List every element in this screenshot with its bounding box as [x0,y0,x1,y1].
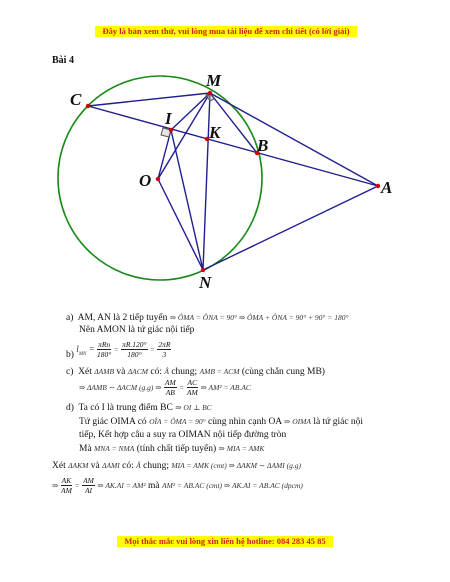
solution-d-line4: Mà MNA = NMA (tính chất tiếp tuyến) ⇒ MIA = AMK [79,444,265,454]
label-n: N [199,273,212,292]
point-o [156,177,160,181]
solution-b: b) $l_{MN}$ = $\frac{\text{πRn}}{180^\circ}$ = $\frac{\pi R.120^\circ}{180^\circ}$ = $\frac{2\pi R}{3}$ [66,340,171,360]
hotline-banner: Mọi thắc mắc vui lòng xin liên hệ hotline: 084 283 45 85 [117,536,333,547]
secant-ca [88,106,378,186]
solution-c-line1: c) Xét ΔAMB và ΔACM có: Â chung; AMB = ACM (cùng chắn cung MB) [66,367,325,377]
problem-title: Bài 4 [52,55,74,66]
tangent-na [203,186,378,270]
solution-e-line2: ⇒ $\frac{AK}{AM}$ = $\frac{AM}{AI}$ ⇒ AK.AI = AM² mà AM² = AB.AC (cmt) ⇒ AK.AI = AB.AC (dpcm) [52,476,303,496]
segment-mn [203,93,210,270]
point-m [208,91,212,95]
point-c [86,104,90,108]
solution-a-line2: Nên AMON là tứ giác nội tiếp [79,325,195,335]
label-k: K [209,123,221,142]
segment-in [171,130,203,270]
figure-lines [88,93,378,270]
label-b: B [257,136,269,155]
solution-d-line3: tiếp, Kết hợp câu a suy ra OIMAN nội tiếp đường tròn [79,430,287,440]
preview-notice-banner: Đây là bản xem thử, vui lòng mua tài liệu để xem chi tiết (có lời giải) [95,26,357,37]
label-o: O [139,171,152,190]
segment-on [158,179,203,270]
point-i [169,128,173,132]
label-m: M [206,71,222,90]
solution-e-line1: Xét ΔAKM và ΔAMI có: Â chung; MIA = AMK (cmt) ⇒ ΔAKM ∼ ΔAMI (g.g) [52,461,302,471]
point-n [201,268,205,272]
solution-c-line2: ⇒ ΔAMB ∼ ΔACM (g.g) ⇒ $\frac{AM}{AB}$ = $\frac{AC}{AM}$ ⇒ AM² = AB.AC [79,378,251,398]
tangent-ma [210,93,378,186]
solution-d-line2: Tứ giác OIMA có OÎA = ÔMA = 90° cùng nhìn cạnh OA ⇒ OIMA là tứ giác nội [79,417,364,427]
label-c: C [70,90,82,109]
point-a [376,184,380,188]
label-i: I [165,109,172,128]
solution-d-line1: d) Ta có I là trung điểm BC ⇒ OI ⊥ BC [66,403,212,413]
segment-cm [88,93,210,106]
solution-a-line1: a) AM, AN là 2 tiếp tuyến ⇒ ÔMA = ÔNA = 90° ⇒ ÔMA + ÔNA = 90° + 90° = 180° [66,313,349,323]
label-a: A [381,178,393,197]
